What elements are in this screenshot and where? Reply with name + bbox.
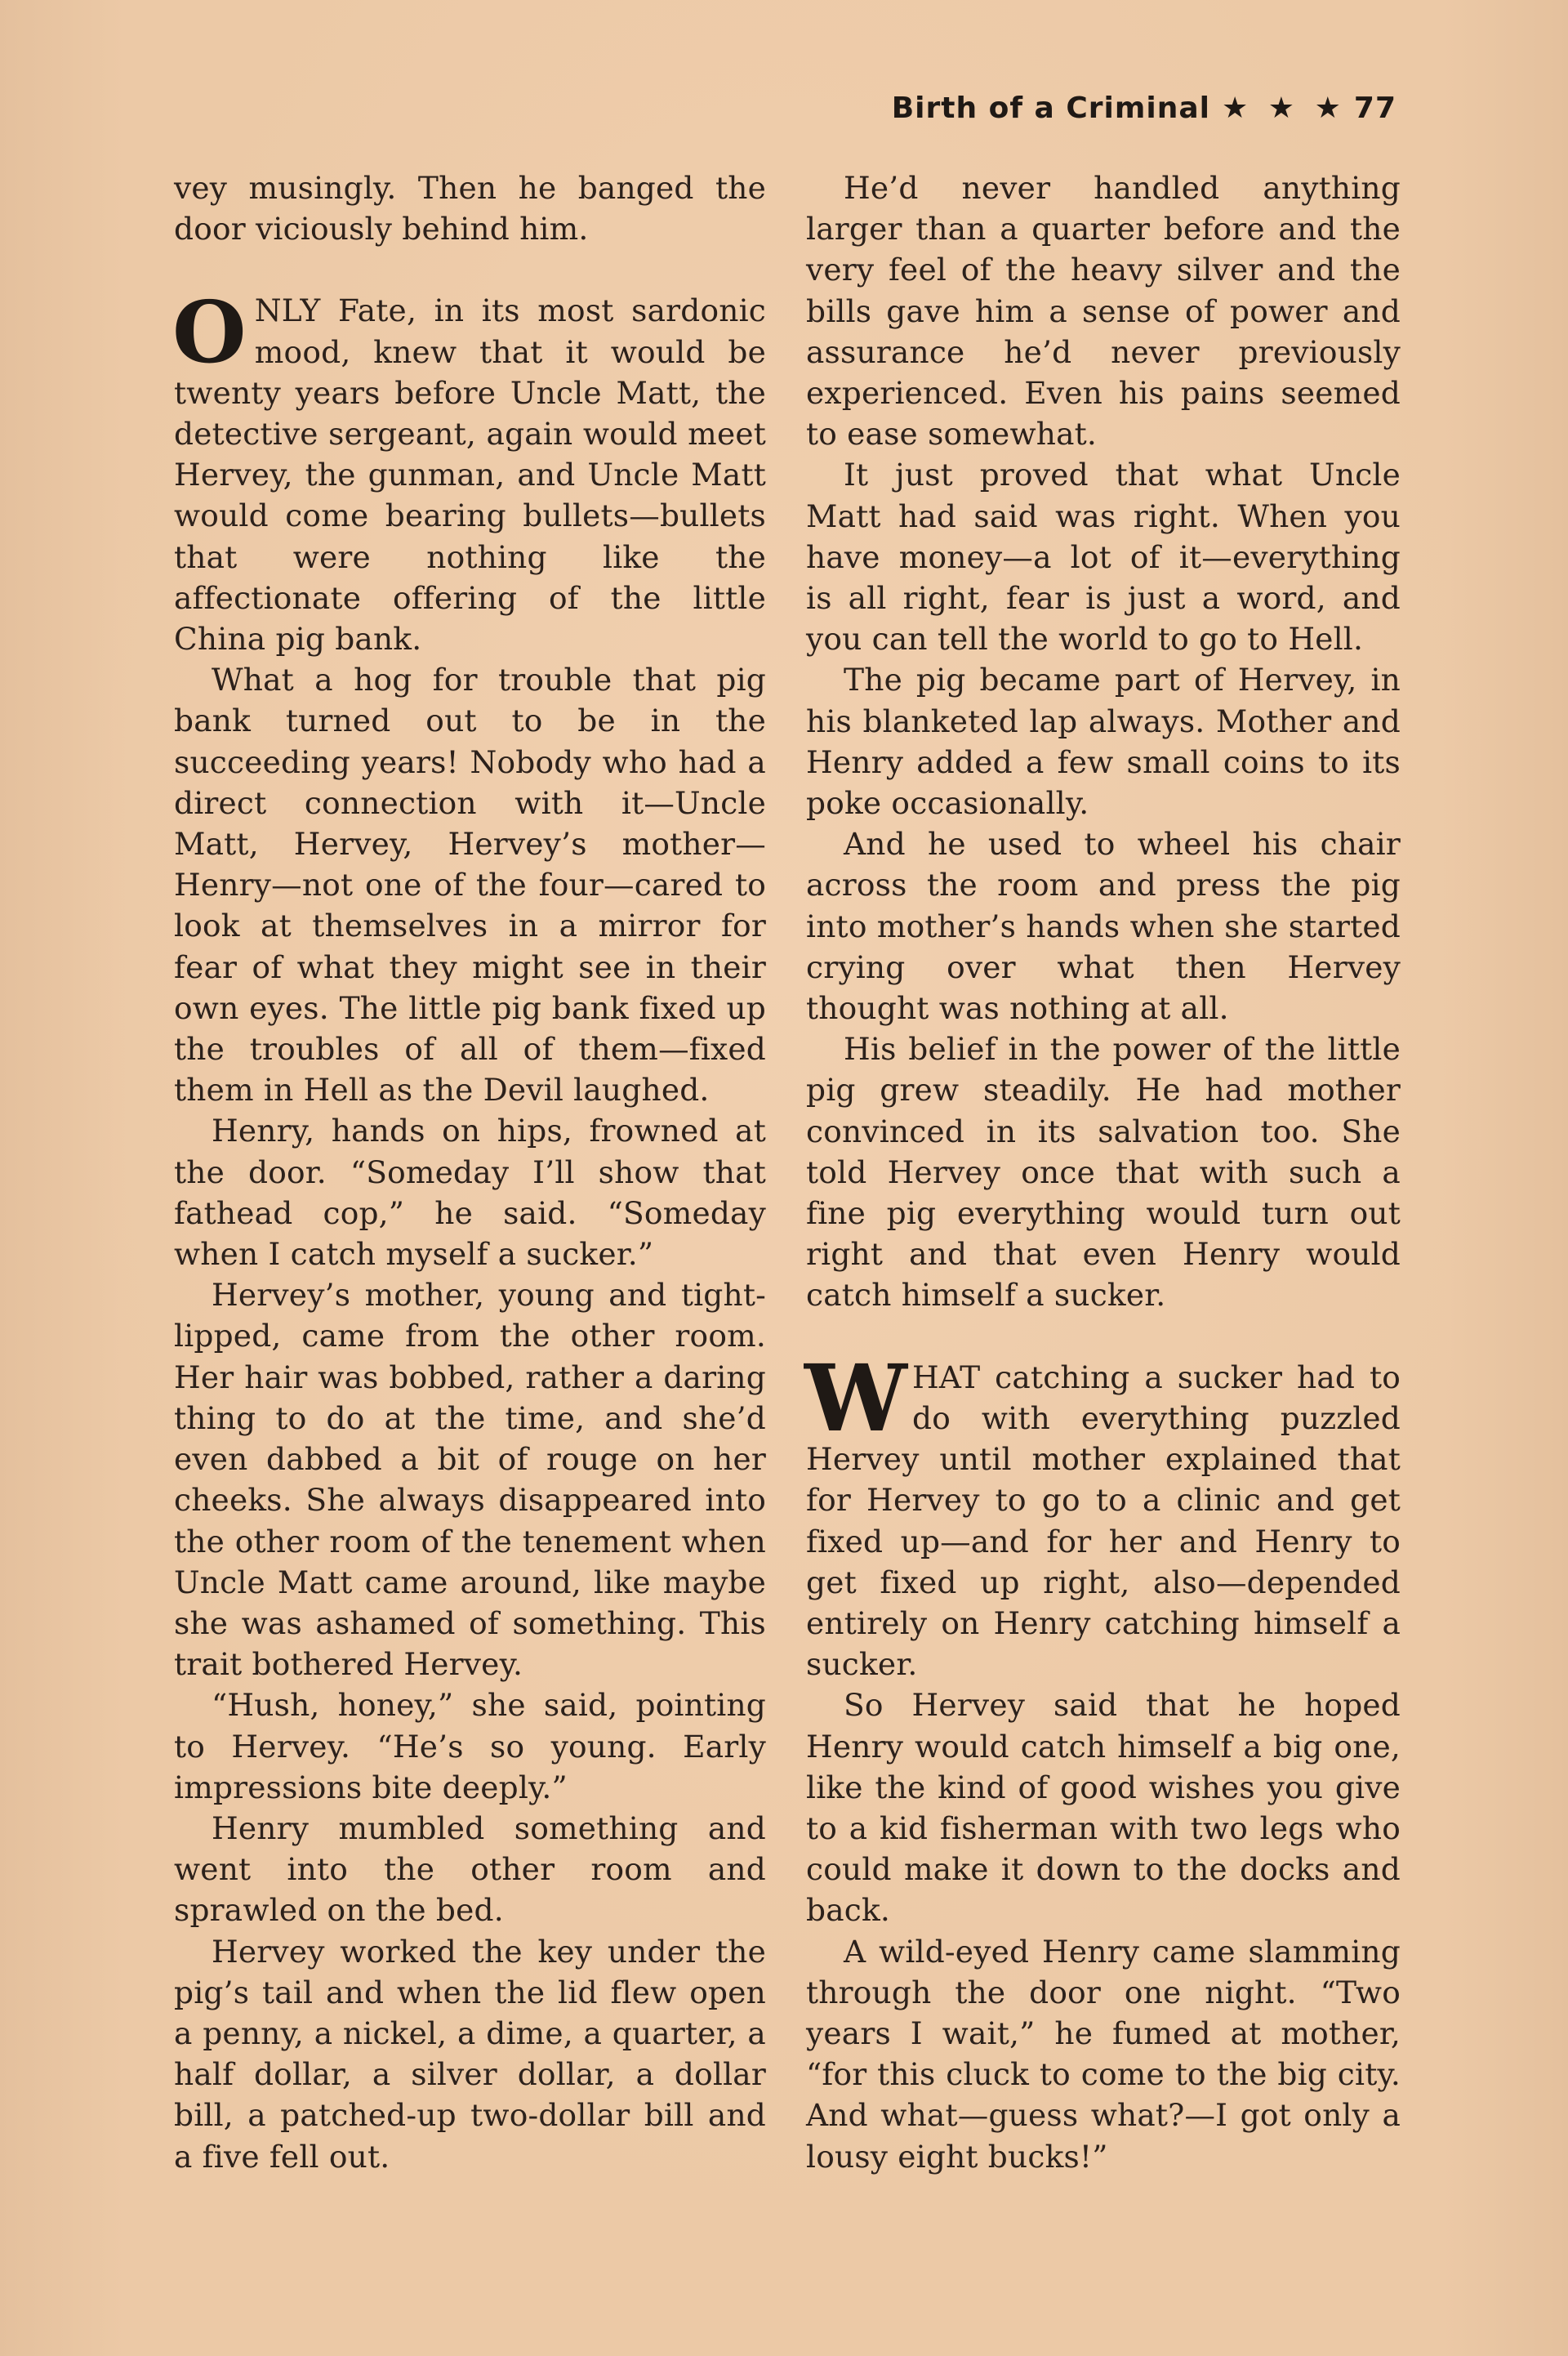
page-number: 77 [1353,91,1396,125]
header-title: Birth of a Criminal [891,91,1210,125]
paragraph: Hervey worked the key under the pig’s tail and when the lid flew open a penny, a nickel, a dime, a quarter, a half dollar, a silver dollar, a dollar bill, a patched-up two-dollar bill and a five fell out. [174,1933,766,2175]
paragraph: The pig became part of Hervey, in his blanketed lap always. Mother and Henry added a few small coins to its poke occasionally. [806,662,1401,822]
running-header [892,91,1396,125]
paragraph-text: HAT catching a sucker had to do with everything puzzled Hervey until mother explained that for Hervey to go to a clinic and get fixed up—and for her and Henry to get fixed up right, also—depended entirely on Henry catching himself a sucker. [806,1359,1401,1683]
paragraph: “Hush, honey,” she said, pointing to Hervey. “He’s so young. Early impressions bite deeply.” [174,1687,766,1805]
paragraph: His belief in the power of the little pig grew steadily. He had mother convinced in its salvation too. She told Hervey once that with such a fine pig everything would turn out right and that even Henry would catch himself a sucker. [806,1031,1401,1314]
paragraph: And he used to wheel his chair across the room and press the pig into mother’s hands when she started crying over what then Hervey thought was nothing at all. [806,826,1401,1027]
paragraph-dropcap [172,282,766,659]
paragraph: So Hervey said that he hoped Henry would catch himself a big one, like the kind of good wishes you give to a kid fisherman with two legs who could make it down to the docks and back. [806,1687,1401,1929]
drop-cap-letter: O [172,282,247,383]
drop-cap-letter: W [804,1345,907,1452]
header-stars: ★ ★ ★ [1222,91,1346,125]
paragraph: Hervey’s mother, young and tight-lipped, came from the other room. Her hair was bobbed, rather a daring thing to do at the time, and she’d even dabbed a bit of rouge on her cheeks. She always disappeared into the other room of the tenement when Uncle Matt came around, like maybe she was ashamed of something. This trait bothered Hervey. [174,1277,766,1683]
paragraph-dropcap [804,1345,1401,1685]
paragraph: It just proved that what Uncle Matt had said was right. When you have money—a lot of it—everything is all right, fear is just a word, and you can tell the world to go to Hell. [806,457,1401,658]
paragraph: A wild-eyed Henry came slamming through the door one night. “Two years I wait,” he fumed at mother, “for this cluck to come to the big city. And what—guess what?—I got only a lousy eight bucks!” [806,1933,1401,2175]
left-column [174,167,766,2177]
paragraph-text: NLY Fate, in its most sardonic mood, knew that it would be twenty years before Uncle Matt, the detective sergeant, again would meet Hervey, the gunman, and Uncle Matt would come bearing bullets—bullets that were nothing like the affectionate offering of the little China pig bank. [174,292,766,658]
paragraph: Henry mumbled something and went into the other room and sprawled on the bed. [174,1809,766,1929]
paragraph: He’d never handled anything larger than a quarter before and the very feel of the heavy silver and the bills gave him a sense of power and assurance he’d never previously experienced. Even his pains seemed to ease somewhat. [806,170,1401,453]
paragraph: vey musingly. Then he banged the door viciously behind him. [174,170,766,248]
paragraph: Henry, hands on hips, frowned at the door. “Someday I’ll show that fathead cop,” he said. “Someday when I catch myself a sucker.” [174,1113,766,1273]
right-column [806,167,1401,2177]
paragraph: What a hog for trouble that pig bank turned out to be in the succeeding years! Nobody who had a direct connection with it—Uncle Matt, Hervey, Hervey’s mother—Henry—not one of the four—cared to look at themselves in a mirror for fear of what they might see in their own eyes. The little pig bank fixed up the troubles of all of them—fixed them in Hell as the Devil laughed. [174,662,766,1109]
